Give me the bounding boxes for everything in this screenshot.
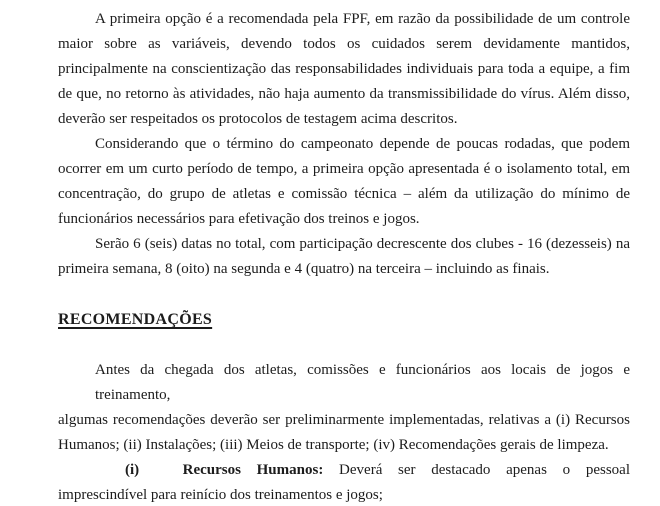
- paragraph-isolation: [58, 132, 630, 232]
- paragraph-recommended-option: [58, 7, 630, 132]
- text-line: maior sobre as variáveis, devendo todos os cuidados serem devidamente mantidos,: [58, 36, 630, 52]
- paragraph-recommendations-intro: [58, 358, 630, 458]
- text-line: Considerando que o término do campeonato depende de poucas rodadas, que podem: [95, 136, 630, 152]
- item-marker: (i): [125, 462, 140, 478]
- text-line: [58, 458, 630, 483]
- list-item-recursos-humanos: [58, 458, 630, 506]
- paragraph-dates: [58, 232, 630, 282]
- text-line: Serão 6 (seis) datas no total, com participação decrescente dos clubes - 16 (dezesseis) na: [95, 236, 630, 252]
- text-line: principalmente na conscientização das responsabilidades individuais para toda a equipe, a fim: [58, 61, 630, 77]
- text-line: primeira semana, 8 (oito) na segunda e 4 (quatro) na terceira – incluindo as finais.: [58, 261, 550, 277]
- text-line: concentração, do grupo de atletas e comissão técnica – além da utilização do mínimo de: [58, 186, 630, 202]
- text-line: ocorrer em um curto período de tempo, a primeira opção apresentada é o isolamento total, em: [58, 161, 630, 177]
- item-title: Recursos Humanos:: [182, 462, 324, 478]
- section-heading-recomendacoes: RECOMENDAÇÕES: [58, 311, 213, 328]
- text-line: algumas recomendações deverão ser preliminarmente implementadas, relativas a (i) Recursos: [58, 412, 630, 428]
- text-line: de que, no retorno às atividades, não haja aumento da transmissibilidade do vírus. Além disso,: [58, 86, 630, 102]
- text-line: deverão ser respeitados os protocolos de testagem acima descritos.: [58, 111, 458, 127]
- text-line: Antes da chegada dos atletas, comissões e funcionários aos locais de jogos e treinamento,: [95, 362, 630, 403]
- text-line: funcionários necessários para efetivação dos treinos e jogos.: [58, 211, 420, 227]
- text-line: imprescindível para reinício dos treinamentos e jogos;: [58, 487, 383, 503]
- text-line: A primeira opção é a recomendada pela FPF, em razão da possibilidade de um controle: [95, 11, 630, 27]
- text-line: Humanos; (ii) Instalações; (iii) Meios de transporte; (iv) Recomendações gerais de limpeza.: [58, 437, 609, 453]
- item-text: Deverá ser destacado apenas o pessoal: [339, 462, 631, 478]
